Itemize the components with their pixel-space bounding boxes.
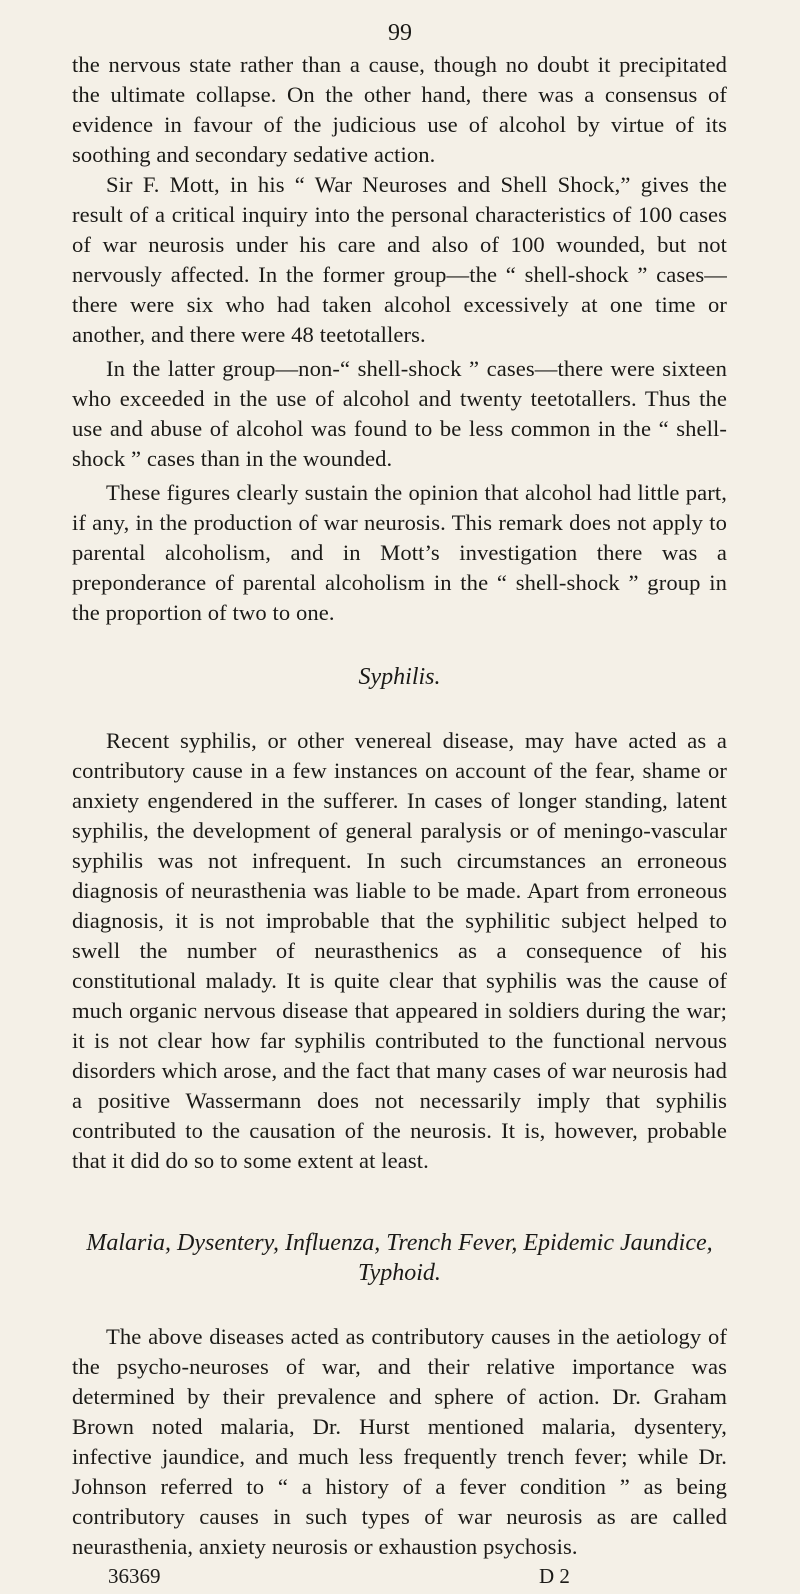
paragraph-figures-opinion: These figures clearly sustain the opinion that alcohol had little part, if any, in the production of war neurosis. This remark does not apply to parental alcoholism, and in Mott’s investigation there was a preponderance of parental alcoholism in the “ shell-shock ” group in the proportion of two to one. (72, 480, 727, 625)
paragraph-latter-group: In the latter group—non-“ shell-shock ” cases—there were sixteen who exceeded in the use of alcohol and twenty teetotallers. Thus the use and abuse of alcohol was found to be less common in the “ shell-shock ” cases than in the wounded. (72, 356, 727, 471)
footer-signature: 36369 (108, 1564, 161, 1588)
page-number: 99 (388, 20, 412, 46)
paragraph-alcohol-sedative: the nervous state rather than a cause, though no doubt it precipitated the ultimate collapse. On the other hand, there was a consensus of evidence in favour of the judicious use of alcohol by virtue of its soothing and secondary sedative action. (72, 52, 727, 167)
section-heading-malaria: Malaria, Dysentery, Influenza, Trench Fever, Epidemic Jaundice, Typhoid. (86, 1230, 713, 1286)
footer-sheet-mark: D 2 (539, 1564, 570, 1588)
section-heading-syphilis: Syphilis. (358, 664, 441, 690)
paragraph-malaria: The above diseases acted as contributory causes in the aetiology of the psycho-neuroses of war, and their relative importance was determined by their prevalence and sphere of action. Dr. Graham Brown noted malaria, Dr. Hurst mentioned malaria, dysentery, infective jaundice, and much less frequently trench fever; while Dr. Johnson referred to “ a history of a fever condition ” as being contributory causes in such types of war neurosis as are called neurasthenia, anxiety neurosis or exhaustion psychosis. (72, 1324, 727, 1559)
page-footer (72, 1562, 727, 1594)
paragraph-syphilis: Recent syphilis, or other venereal disease, may have acted as a contributory cause in a few instances on account of the fear, shame or anxiety engendered in the sufferer. In cases of longer standing, latent syphilis, the development of general paralysis or of meningo-vascular syphilis was not infrequent. In such circumstances an erroneous diagnosis of neurasthenia was liable to be made. Apart from erroneous diagnosis, it is not improbable that the syphilitic subject helped to swell the number of neurasthenics as a consequence of his constitutional malady. It is quite clear that syphilis was the cause of much organic nervous disease that appeared in soldiers during the war; it is not clear how far syphilis contributed to the functional nervous disorders which arose, and the fact that many cases of war neurosis had a positive Wassermann does not necessarily imply that syphilis contributed to the causation of the neurosis. It is, however, probable that it did do so to some extent at least. (72, 728, 727, 1173)
page-body (72, 50, 727, 1594)
paragraph-mott-inquiry: Sir F. Mott, in his “ War Neuroses and Shell Shock,” gives the result of a critical inquiry into the personal characteristics of 100 cases of war neurosis under his care and also of 100 wounded, but not nervously affected. In the former group—the “ shell-shock ” cases—there were six who had taken alcohol excessively at one time or another, and there were 48 teetotallers. (72, 172, 727, 347)
